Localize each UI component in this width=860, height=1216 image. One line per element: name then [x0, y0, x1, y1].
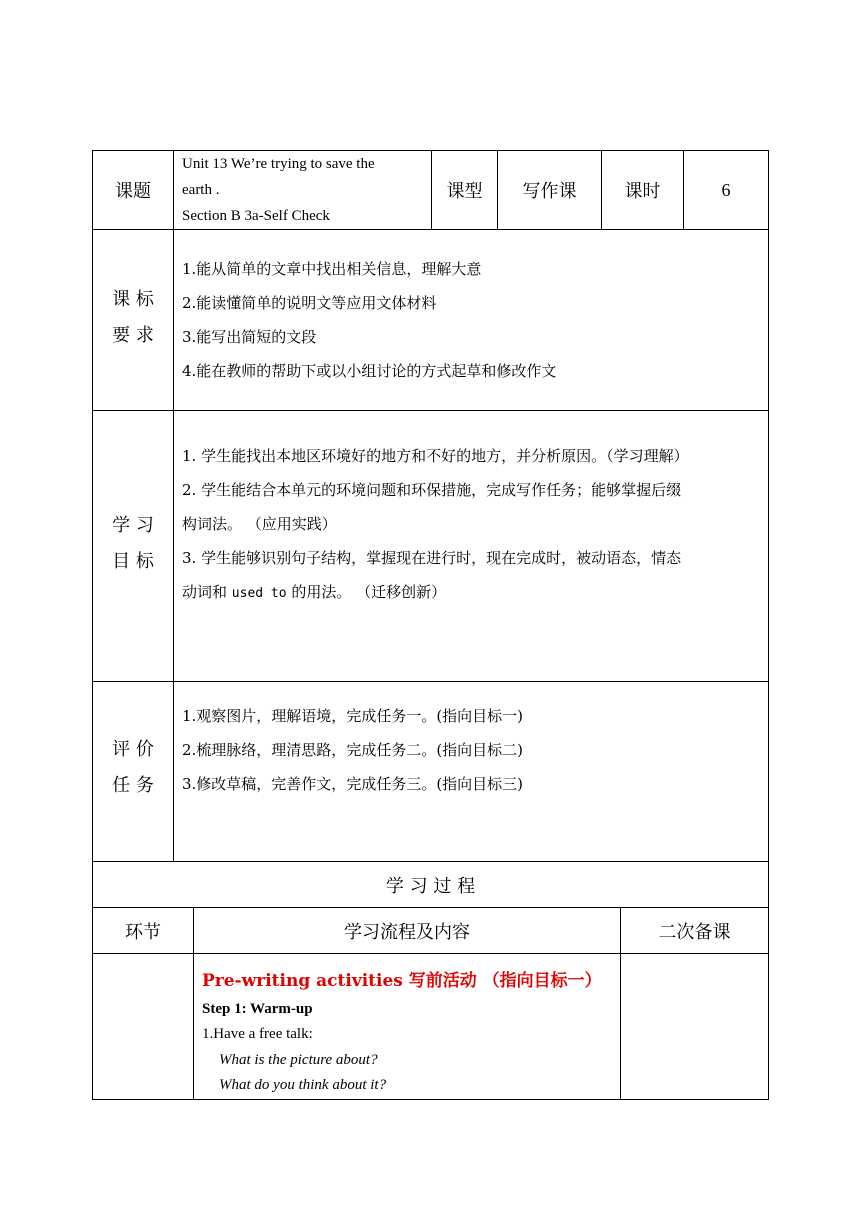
evaluation-item: 3.修改草稿，完善作文，完成任务三。(指向目标三): [182, 775, 524, 793]
free-talk-line: 1.Have a free talk:: [202, 1026, 313, 1042]
goals-label-line: 目 标: [112, 551, 154, 572]
prewriting-section-title: Pre-writing activities 写前活动 （指向目标一）: [202, 971, 602, 991]
evaluation-label: [93, 732, 173, 804]
evaluation-label-line: 任 务: [112, 775, 154, 796]
goals-line: 3. 学生能够识别句子结构，掌握现在进行时，现在完成时，被动语态，情态: [182, 549, 682, 567]
question-line: What do you think about it?: [219, 1077, 387, 1093]
col-stage-header: 环节: [125, 921, 161, 943]
type-label: 课型: [446, 181, 483, 202]
unit-title-line: Unit 13 We’re trying to save the: [182, 156, 375, 172]
type-value: 写作课: [522, 181, 577, 202]
standards-item: 1.能从简单的文章中找出相关信息，理解大意: [182, 260, 482, 278]
period-label: 课时: [624, 181, 661, 202]
table-border-right: [768, 150, 769, 1100]
unit-title-line: earth .: [182, 182, 220, 198]
goals-label: [93, 508, 173, 580]
question-line: What is the picture about?: [219, 1052, 378, 1068]
standards-item: 4.能在教师的帮助下或以小组讨论的方式起草和修改作文: [182, 362, 557, 380]
table-border: [173, 150, 174, 862]
used-to-code: used to: [231, 586, 287, 601]
standards-item: 3.能写出简短的文段: [182, 328, 317, 346]
subject-label: 课题: [115, 181, 151, 202]
goals-line: 构词法。 （应用实践）: [182, 515, 337, 533]
goals-line: 2. 学生能结合本单元的环境问题和环保措施，完成写作任务；能够掌握后缀: [182, 481, 682, 499]
unit-title-line: Section B 3a-Self Check: [182, 208, 330, 224]
col-content-header: 学习流程及内容: [344, 921, 470, 943]
standards-label: [93, 282, 173, 354]
evaluation-item: 1.观察图片，理解语境，完成任务一。(指向目标一): [182, 707, 524, 725]
standards-item: 2.能读懂简单的说明文等应用文体材料: [182, 294, 437, 312]
goals-line-tail: 的用法。 （迁移创新）: [286, 583, 447, 601]
unit-title: [182, 151, 430, 229]
step1-heading: Step 1: Warm-up: [202, 1001, 313, 1017]
period-value: 6: [721, 179, 731, 200]
goals-line: 1. 学生能找出本地区环境好的地方和不好的地方，并分析原因。（学习理解）: [182, 447, 689, 465]
process-title: 学 习 过 程: [385, 875, 476, 897]
standards-label-line: 课 标: [112, 289, 154, 310]
col-prep-header: 二次备课: [658, 921, 731, 943]
evaluation-label-line: 评 价: [112, 739, 154, 760]
table-border: [92, 410, 769, 411]
goals-line-head: 动词和: [182, 583, 228, 601]
goals-line: [182, 581, 446, 602]
goals-label-line: 学 习: [112, 515, 154, 536]
table-border: [92, 681, 769, 682]
standards-label-line: 要 求: [112, 325, 154, 346]
evaluation-item: 2.梳理脉络，理清思路，完成任务二。(指向目标二): [182, 741, 524, 759]
